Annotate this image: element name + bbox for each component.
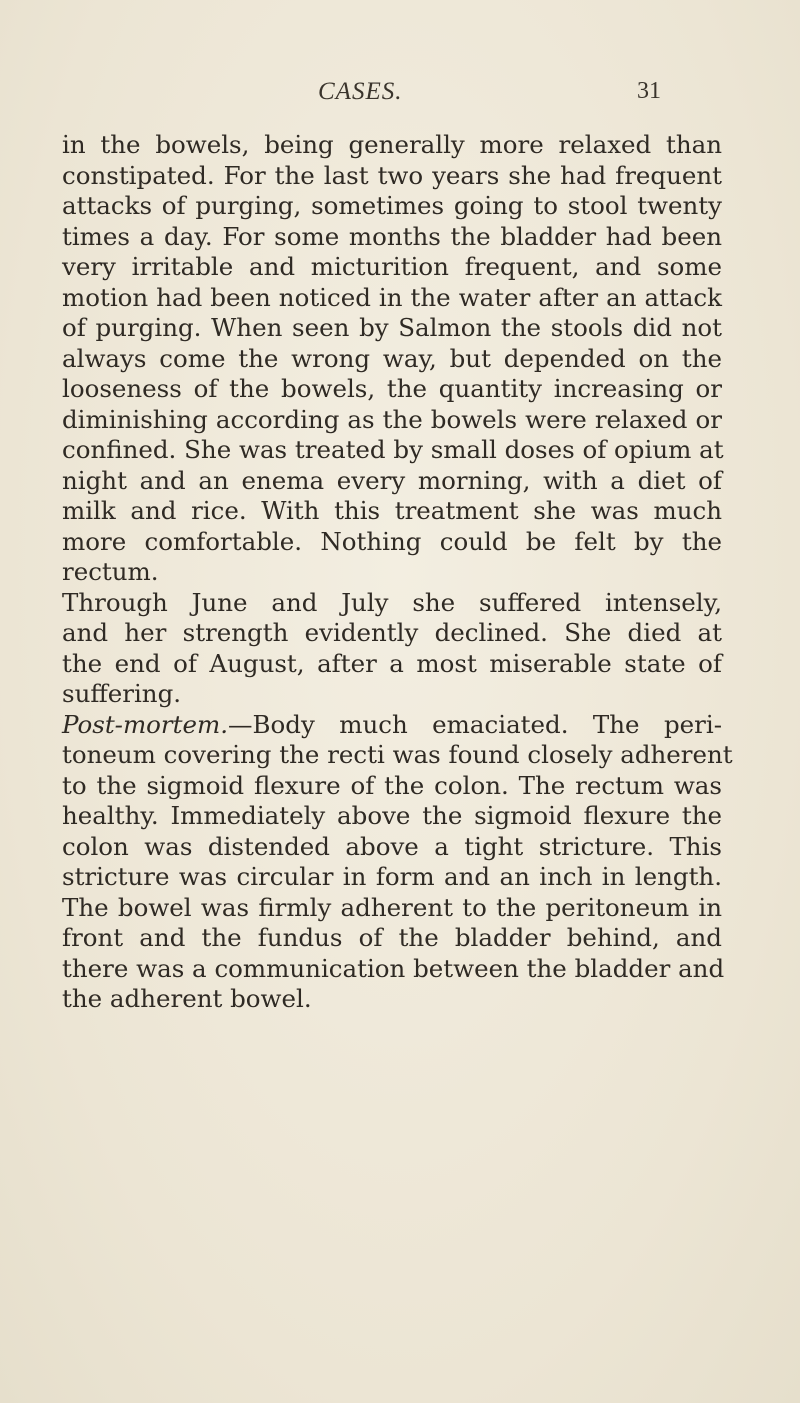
text-line: looseness of the bowels, the quantity increasing or	[62, 374, 722, 403]
body-text	[62, 130, 733, 1015]
text-line: front and the fundus of the bladder behind, and	[62, 923, 722, 952]
text-line: attacks of purging, sometimes going to stool twenty	[62, 191, 722, 220]
text-line: the adherent bowel.	[62, 984, 312, 1013]
text-line: suffering.	[62, 679, 182, 708]
text-line: to the sigmoid flexure of the colon. The rectum was	[62, 770, 722, 800]
text-line: diminishing according as the bowels were relaxed or	[62, 404, 722, 434]
text-line: and her strength evidently declined. She died at	[62, 618, 722, 647]
text-line-lead	[62, 710, 722, 741]
text-line: very irritable and micturition frequent, and some	[62, 252, 722, 281]
text-line: The bowel was firmly adherent to the peritoneum in	[62, 892, 722, 922]
text-line: colon was distended above a tight stricture. This	[62, 831, 722, 861]
text-line: confined. She was treated by small doses of opium at	[62, 435, 724, 464]
text-line: times a day. For some months the bladder had been	[62, 221, 722, 251]
text-line: of purging. When seen by Salmon the stools did not	[62, 313, 722, 342]
text-line: constipated. For the last two years she had frequent	[62, 160, 722, 190]
text-line: stricture was circular in form and an inch in length.	[62, 862, 722, 891]
running-title: CASES.	[318, 78, 403, 105]
text-line: always come the wrong way, but depended on the	[62, 343, 722, 373]
text-line: Through June and July she suffered intensely,	[62, 587, 722, 617]
text-line: milk and rice. With this treatment she was much	[62, 496, 722, 525]
text-line: motion had been noticed in the water after an attack	[62, 282, 722, 312]
running-head	[0, 78, 800, 112]
text-line: night and an enema every morning, with a diet of	[62, 465, 722, 495]
page-number: 31	[637, 78, 661, 104]
lead-text: —Body much emaciated. The peri-	[228, 709, 722, 739]
text-line: there was a communication between the bladder and	[62, 953, 725, 983]
text-line: toneum covering the recti was found closely adherent	[62, 740, 733, 769]
text-line: in the bowels, being generally more relaxed than	[62, 130, 722, 159]
post-mortem-heading: Post-mortem.	[62, 709, 228, 739]
text-line: the end of August, after a most miserable state of	[62, 648, 722, 678]
text-line: healthy. Immediately above the sigmoid flexure the	[62, 801, 722, 830]
text-line: rectum.	[62, 557, 159, 586]
text-line: more comfortable. Nothing could be felt by the	[62, 526, 722, 556]
